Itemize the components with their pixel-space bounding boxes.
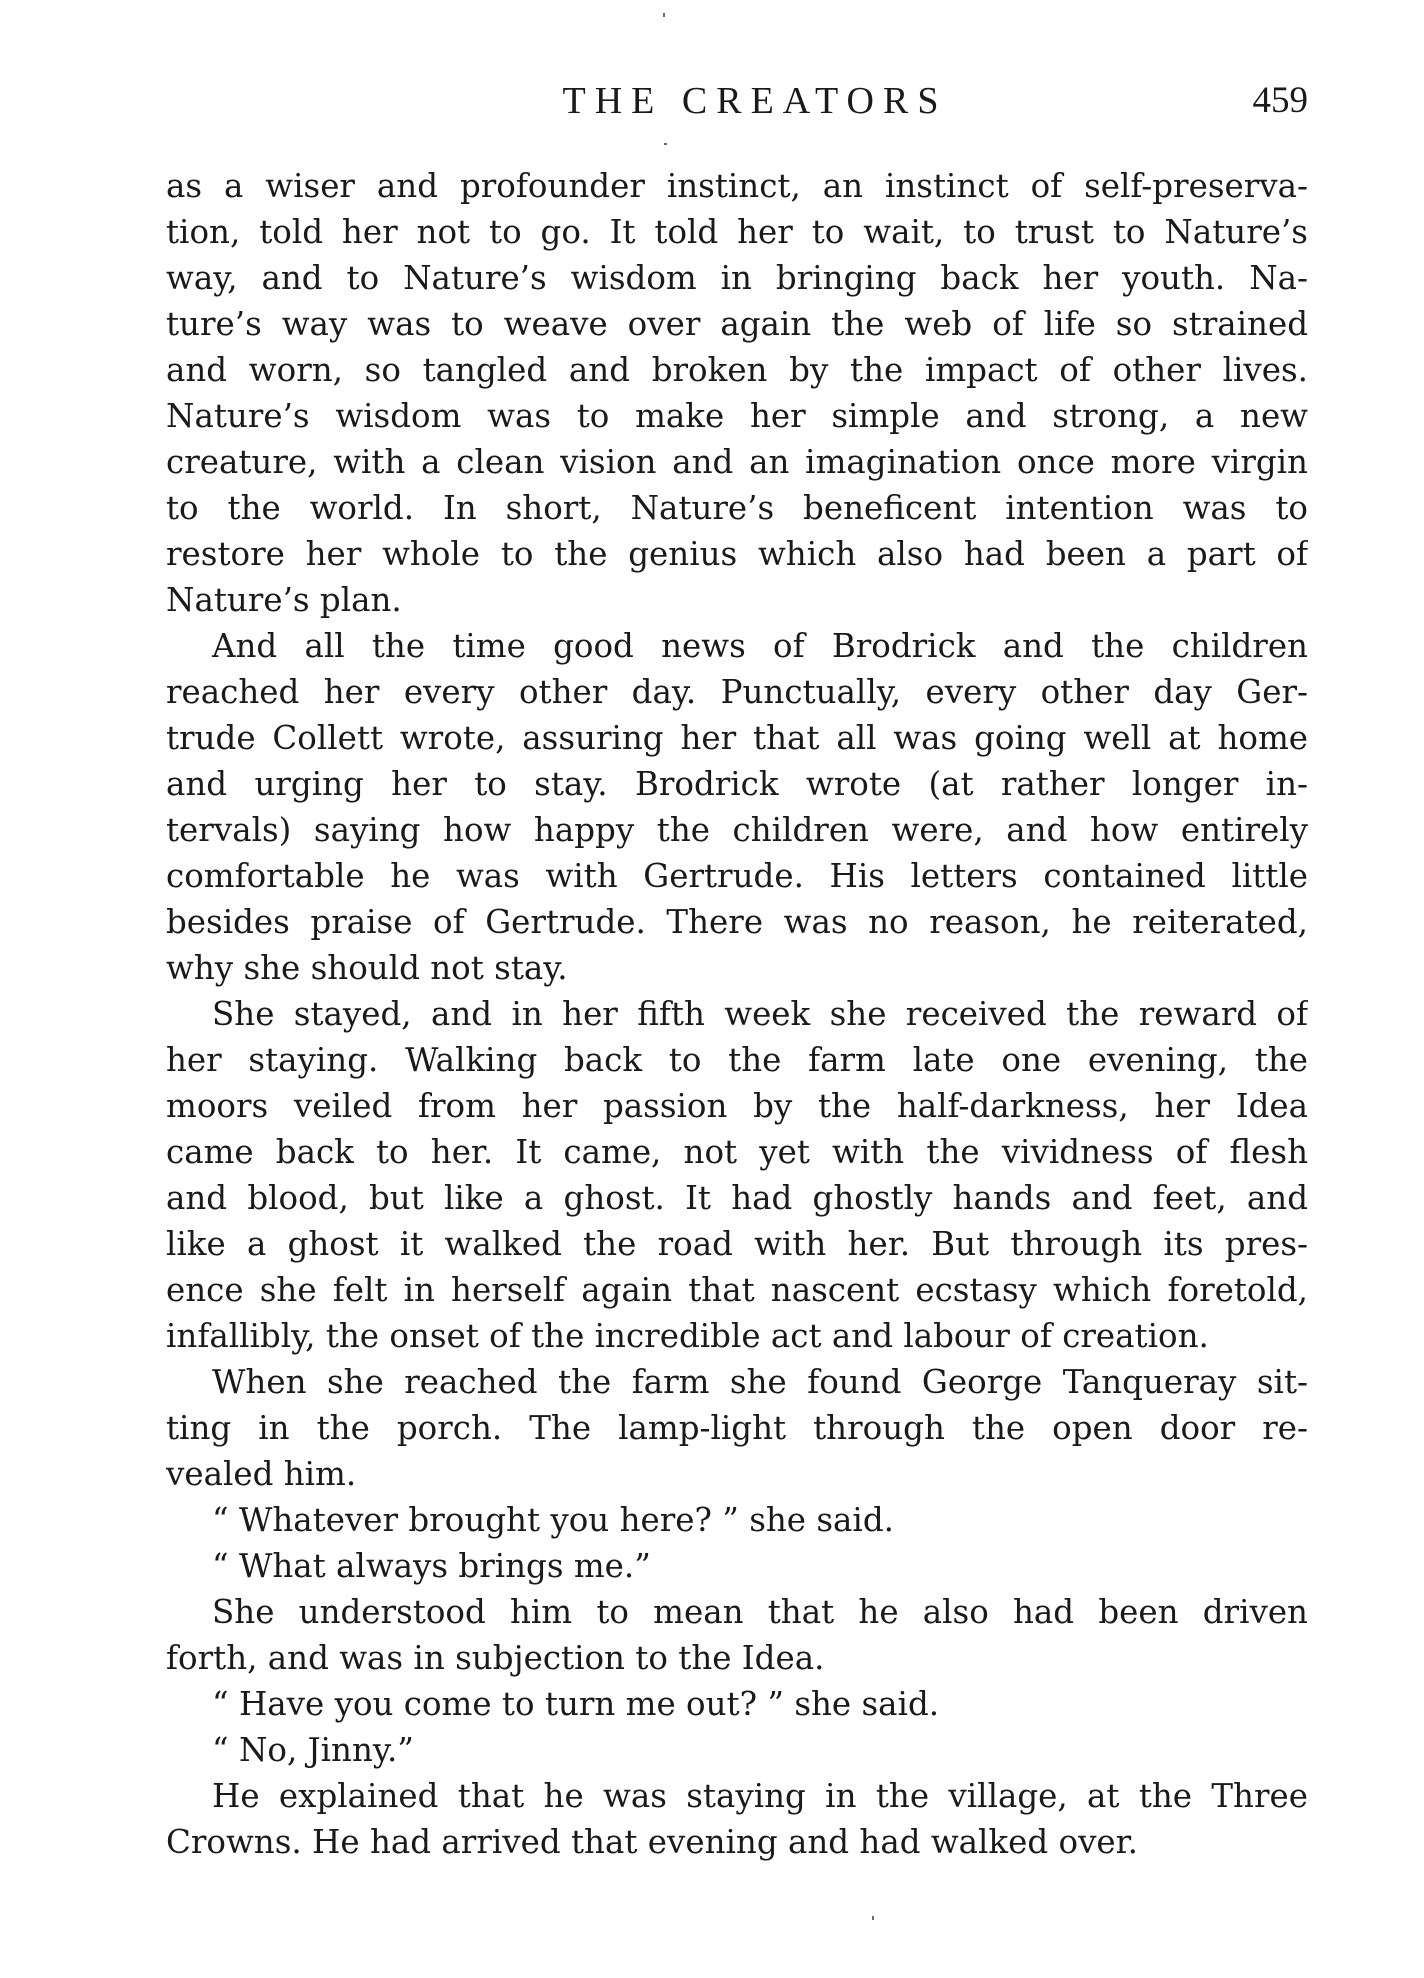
text-line: reached her every other day. Punctually, every other day Ger-: [166, 673, 1308, 711]
text-line: comfortable he was with Gertrude. His letters contained little: [166, 857, 1308, 895]
text-line: “ Have you come to turn me out? ” she said.: [212, 1685, 940, 1723]
text-line: like a ghost it walked the road with her. But through its pres-: [166, 1225, 1308, 1263]
page-number: 459: [1252, 80, 1308, 121]
scan-speck: [872, 1916, 874, 1920]
text-line: came back to her. It came, not yet with the vividness of flesh: [166, 1133, 1308, 1171]
scan-speck: [663, 13, 665, 17]
text-line: And all the time good news of Brodrick and the children: [212, 627, 1308, 665]
text-line: moors veiled from her passion by the half-darkness, her Idea: [166, 1087, 1308, 1125]
text-line: Crowns. He had arrived that evening and had walked over.: [166, 1823, 1138, 1861]
text-line: to the world. In short, Nature’s beneficent intention was to: [166, 489, 1308, 527]
text-line: She stayed, and in her fifth week she received the reward of: [212, 995, 1308, 1033]
text-line: as a wiser and profounder instinct, an instinct of self-preserva-: [166, 167, 1308, 205]
text-line: “ Whatever brought you here? ” she said.: [212, 1501, 894, 1539]
text-line: ence she felt in herself again that nascent ecstasy which foretold,: [166, 1271, 1308, 1309]
body-text: [166, 163, 1308, 1865]
text-line: “ No, Jinny.”: [212, 1731, 414, 1769]
text-line: trude Collett wrote, assuring her that all was going well at home: [166, 719, 1308, 757]
text-line: tion, told her not to go. It told her to wait, to trust to Nature’s: [166, 213, 1308, 251]
text-line: creature, with a clean vision and an imagination once more virgin: [166, 443, 1308, 481]
text-line: and urging her to stay. Brodrick wrote (at rather longer in-: [166, 765, 1308, 803]
text-line: and worn, so tangled and broken by the impact of other lives.: [166, 351, 1308, 389]
text-line: ting in the porch. The lamp-light through the open door re-: [166, 1409, 1308, 1447]
text-line: why she should not stay.: [166, 949, 568, 987]
text-line: and blood, but like a ghost. It had ghostly hands and feet, and: [166, 1179, 1308, 1217]
text-line: infallibly, the onset of the incredible act and labour of creation.: [166, 1317, 1209, 1355]
text-line: tervals) saying how happy the children were, and how entirely: [166, 811, 1308, 849]
text-line: besides praise of Gertrude. There was no reason, he reiterated,: [166, 903, 1308, 941]
text-line: forth, and was in subjection to the Idea.: [166, 1639, 825, 1677]
text-line: Nature’s wisdom was to make her simple and strong, a new: [166, 397, 1308, 435]
text-line: He explained that he was staying in the village, at the Three: [212, 1777, 1308, 1815]
text-line: Nature’s plan.: [166, 581, 402, 619]
scan-speck: [664, 143, 667, 145]
text-line: “ What always brings me.”: [212, 1547, 651, 1585]
text-line: way, and to Nature’s wisdom in bringing back her youth. Na-: [166, 259, 1308, 297]
text-line: ture’s way was to weave over again the web of life so strained: [166, 305, 1308, 343]
text-line: her staying. Walking back to the farm late one evening, the: [166, 1041, 1308, 1079]
text-line: When she reached the farm she found George Tanqueray sit-: [212, 1363, 1308, 1401]
running-title: THE CREATORS: [562, 80, 948, 122]
text-line: restore her whole to the genius which also had been a part of: [166, 535, 1308, 573]
running-head: [166, 76, 1308, 126]
text-line: She understood him to mean that he also had been driven: [212, 1593, 1308, 1631]
text-line: vealed him.: [166, 1455, 357, 1493]
